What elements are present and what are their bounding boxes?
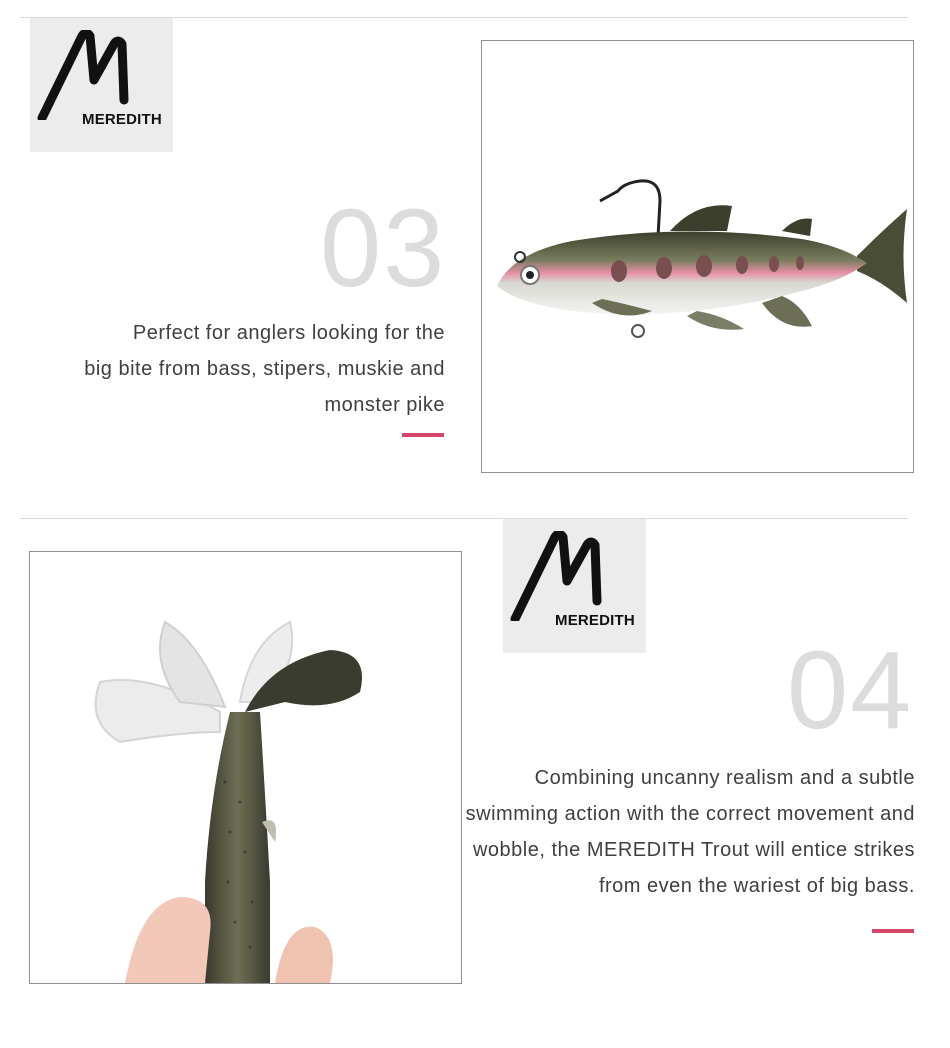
brand-logo bbox=[503, 519, 646, 653]
description-line: big bite from bass, stipers, muskie and bbox=[84, 358, 445, 380]
feature-description bbox=[466, 760, 915, 904]
description-line: swimming action with the correct movement and bbox=[465, 803, 915, 825]
description-line: Perfect for anglers looking for the bbox=[132, 322, 445, 344]
meredith-m-logo-icon bbox=[509, 531, 639, 621]
step-number: 03 bbox=[320, 187, 447, 310]
step-number: 04 bbox=[787, 629, 914, 752]
accent-bar bbox=[402, 433, 444, 437]
description-line: monster pike bbox=[324, 394, 445, 416]
brand-logo bbox=[30, 18, 173, 152]
meredith-m-logo-icon bbox=[36, 30, 166, 120]
description-line: wobble, the MEREDITH Trout will entice strikes bbox=[472, 839, 915, 861]
brand-name: MEREDITH bbox=[82, 111, 162, 128]
feature-description bbox=[84, 315, 445, 423]
product-photo bbox=[29, 551, 462, 984]
brand-name: MEREDITH bbox=[555, 612, 635, 629]
rainbow-trout-swimbait-icon bbox=[482, 41, 913, 472]
section-divider bbox=[20, 518, 908, 519]
description-line: from even the wariest of big bass. bbox=[598, 875, 915, 897]
paddle-tail-lure-in-hand-icon bbox=[30, 552, 461, 983]
accent-bar bbox=[872, 929, 914, 933]
description-line: Combining uncanny realism and a subtle bbox=[534, 767, 915, 789]
product-photo bbox=[481, 40, 914, 473]
